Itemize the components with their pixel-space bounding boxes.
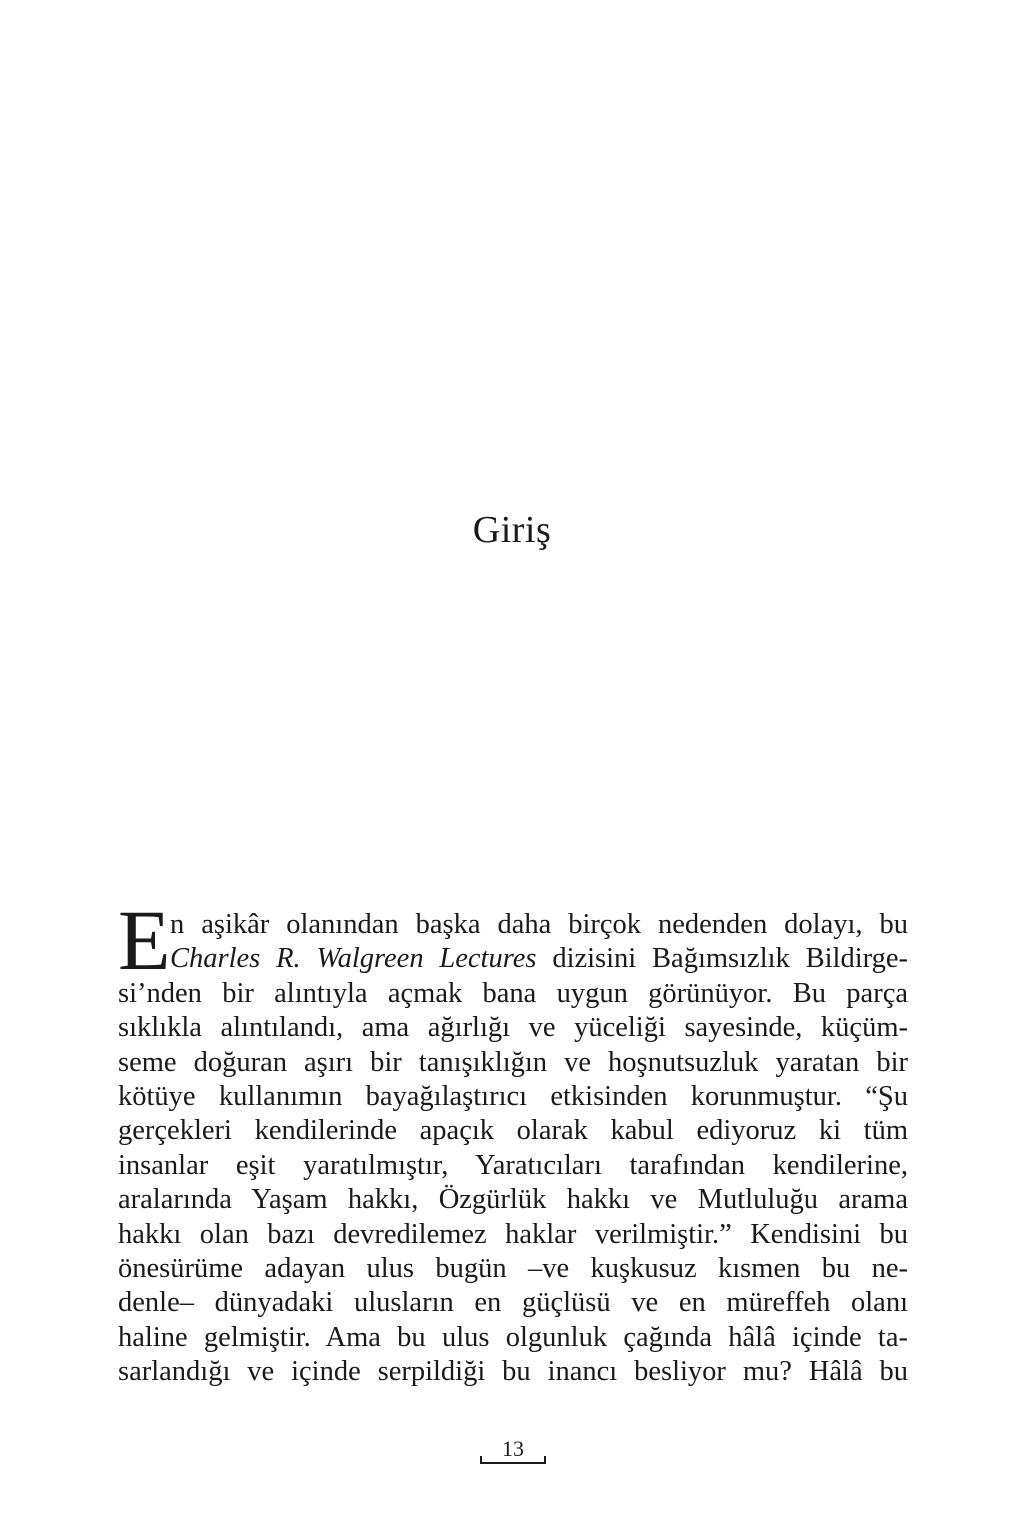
text-line: n aşikâr olanından başka daha birçok nedenden dolayı, bu — [170, 909, 908, 940]
text-line: denle– dünyadaki ulusların en güçlüsü ve en müreffeh olanı — [118, 1287, 908, 1319]
text-line: kötüye kullanımın bayağılaştırıcı etkisinden korunmuştur. “Şu — [118, 1081, 908, 1113]
chapter-title: Giriş — [472, 509, 552, 551]
text-line-part: dizisini Bağımsızlık Bildirge- — [552, 943, 908, 975]
text-line: insanlar eşit yaratılmıştır, Yaratıcıları tarafından kendilerine, — [118, 1149, 908, 1181]
text-line: seme doğuran aşırı bir tanışıklığın ve hoşnutsuzluk yaratan bir — [118, 1046, 908, 1078]
page-number: 13 — [502, 1436, 524, 1461]
body-paragraph — [118, 892, 908, 1402]
text-line: hakkı olan bazı devredilemez haklar verilmiştir.” Kendisini bu — [118, 1218, 908, 1250]
text-line: aralarında Yaşam hakkı, Özgürlük hakkı ve Mutluluğu arama — [118, 1184, 908, 1216]
lecture-series-title: Charles R. Walgreen Lectures — [170, 943, 537, 975]
text-line — [118, 942, 908, 976]
folio-rule — [480, 1462, 546, 1464]
text-line: haline gelmiştir. Ama bu ulus olgunluk çağında hâlâ içinde ta- — [118, 1321, 908, 1353]
folio-tick — [480, 1456, 482, 1464]
text-line: önesürüme adayan ulus bugün –ve kuşkusuz kısmen bu ne- — [118, 1253, 908, 1285]
page-folio — [480, 1436, 546, 1464]
text-line: sıklıkla alıntılandı, ama ağırlığı ve yüceliği sayesinde, küçüm- — [118, 1012, 908, 1044]
text-line: sarlandığı ve içinde serpildiği bu inancı besliyor mu? Hâlâ bu — [118, 1356, 908, 1388]
drop-cap: E — [118, 892, 171, 988]
text-line: gerçekleri kendilerinde apaçık olarak kabul ediyoruz ki tüm — [118, 1115, 908, 1147]
text-line: si’nden bir alıntıyla açmak bana uygun görünüyor. Bu parça — [118, 977, 908, 1009]
folio-tick — [544, 1456, 546, 1464]
